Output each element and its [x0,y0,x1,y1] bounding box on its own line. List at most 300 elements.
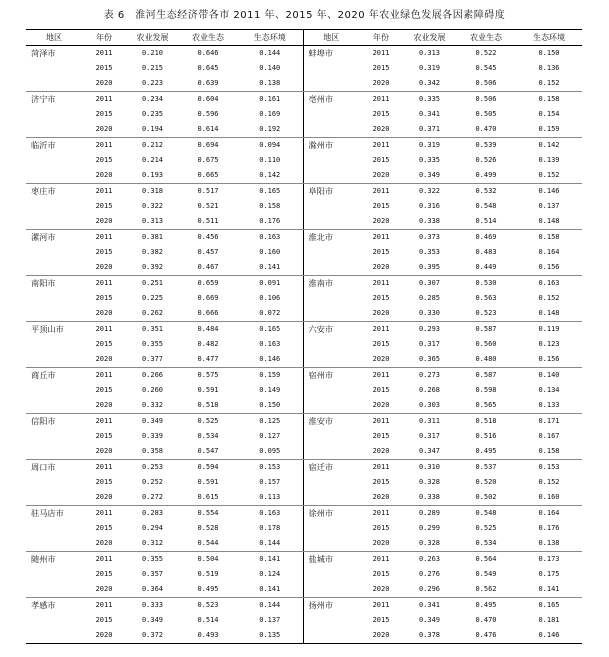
agri-ecology-value-left: 0.521 [197,202,219,210]
city-name-right [303,383,359,398]
agri-development-value-left: 0.349 [141,616,164,624]
agri-ecology-value-right: 0.476 [456,628,516,644]
agri-development-value-right: 0.293 [418,325,441,333]
agri-ecology-value-right: 0.495 [456,444,516,460]
agri-development-value-left: 0.351 [141,325,164,333]
eco-environment-value-right: 0.156 [516,260,582,276]
city-name-left: 商丘市 [31,370,56,380]
agri-ecology-value-left: 0.523 [197,601,219,609]
eco-environment-value-left: 0.144 [259,49,281,57]
year-cell-right: 2015 [372,294,390,302]
agri-development-value-left: 0.215 [141,64,164,72]
agri-development-value-left: 0.272 [126,490,179,506]
agri-development-value-left: 0.225 [141,294,164,302]
agri-ecology-value-right: 0.545 [475,64,497,72]
agri-ecology-value-right: 0.526 [475,156,497,164]
year-cell-right: 2015 [372,386,390,394]
year-cell-right: 2020 [359,122,403,138]
agri-ecology-value-left: 0.534 [197,432,219,440]
table-row [26,306,582,322]
year-cell-right: 2011 [372,417,390,425]
city-name-right: 盐城市 [303,552,359,568]
city-name-left: 临沂市 [31,140,56,150]
table-row [26,184,582,200]
agri-ecology-value-right: 0.587 [475,371,497,379]
agri-development-value-left: 0.382 [141,248,164,256]
agri-development-value-left: 0.372 [126,628,179,644]
city-name-right [303,475,359,490]
year-cell-left: 2015 [95,478,113,486]
city-name-left [26,490,82,506]
agri-ecology-value-right: 0.506 [456,76,516,92]
agri-ecology-value-right: 0.470 [456,122,516,138]
year-cell-left: 2015 [95,432,113,440]
eco-environment-value-left: 0.165 [259,325,281,333]
year-cell-right: 2015 [372,478,390,486]
agri-ecology-value-left: 0.519 [197,570,219,578]
year-cell-left: 2015 [95,294,113,302]
city-name-right [303,521,359,536]
agri-ecology-value-left: 0.511 [179,214,237,230]
year-cell-left: 2015 [95,616,113,624]
table-header-row [26,30,582,46]
agri-ecology-value-left: 0.528 [197,524,219,532]
eco-environment-value-right: 0.141 [516,582,582,598]
agri-development-value-right: 0.328 [418,478,441,486]
year-cell-left: 2011 [95,49,113,57]
eco-environment-value-right: 0.164 [538,509,560,517]
agri-ecology-value-left: 0.518 [179,398,237,414]
agri-development-value-right: 0.341 [418,601,441,609]
table-row [26,475,582,490]
year-cell-right: 2015 [372,570,390,578]
year-cell-left: 2015 [95,570,113,578]
agri-ecology-value-right: 0.537 [475,463,497,471]
agri-ecology-value-left: 0.457 [197,248,219,256]
city-name-right [303,582,359,598]
agri-development-value-right: 0.365 [403,352,456,368]
agri-development-value-right: 0.342 [403,76,456,92]
agri-development-value-left: 0.357 [141,570,164,578]
agri-ecology-value-right: 0.469 [475,233,497,241]
agri-ecology-value-right: 0.563 [475,294,497,302]
agri-development-value-right: 0.311 [418,417,441,425]
eco-environment-value-right: 0.171 [538,417,560,425]
eco-environment-value-left: 0.178 [259,524,281,532]
eco-environment-value-right: 0.153 [538,463,560,471]
agri-development-value-right: 0.316 [418,202,441,210]
agri-development-value-left: 0.318 [141,187,164,195]
agri-development-value-right: 0.317 [418,340,441,348]
city-name-right [303,429,359,444]
header-eco-environment-right: 生态环境 [516,30,582,46]
city-name-right: 阜阳市 [303,184,359,200]
city-name-right [303,122,359,138]
agri-development-value-right: 0.371 [403,122,456,138]
year-cell-right: 2015 [372,202,390,210]
year-cell-right: 2015 [372,340,390,348]
agri-ecology-value-left: 0.493 [179,628,237,644]
eco-environment-value-right: 0.119 [538,325,560,333]
city-name-left [26,153,82,168]
year-cell-left: 2015 [95,340,113,348]
agri-ecology-value-right: 0.562 [456,582,516,598]
agri-ecology-value-right: 0.483 [475,248,497,256]
agri-ecology-value-right: 0.530 [475,279,497,287]
table-row [26,536,582,552]
eco-environment-value-right: 0.140 [538,371,560,379]
eco-environment-value-right: 0.159 [516,122,582,138]
table-row [26,260,582,276]
agri-development-value-right: 0.347 [403,444,456,460]
year-cell-right: 2020 [359,306,403,322]
agri-ecology-value-left: 0.477 [179,352,237,368]
eco-environment-value-right: 0.181 [538,616,560,624]
agri-development-value-left: 0.313 [126,214,179,230]
eco-environment-value-right: 0.138 [516,536,582,552]
agri-ecology-value-right: 0.506 [475,95,497,103]
table-row [26,76,582,92]
year-cell-right: 2011 [372,233,390,241]
city-name-right [303,245,359,260]
city-name-left [26,168,82,184]
table-row [26,138,582,154]
agri-ecology-value-right: 0.505 [475,110,497,118]
agri-development-value-left: 0.266 [141,371,164,379]
table-row [26,245,582,260]
year-cell-left: 2011 [95,95,113,103]
agri-ecology-value-left: 0.504 [197,555,219,563]
eco-environment-value-left: 0.169 [259,110,281,118]
year-cell-right: 2020 [359,582,403,598]
city-name-right: 宿州市 [303,368,359,384]
agri-development-value-right: 0.373 [418,233,441,241]
city-name-left [26,444,82,460]
eco-environment-value-left: 0.135 [237,628,303,644]
eco-environment-value-left: 0.158 [259,202,281,210]
table-row [26,276,582,292]
eco-environment-value-left: 0.165 [259,187,281,195]
agri-ecology-value-right: 0.587 [475,325,497,333]
city-name-right [303,490,359,506]
agri-ecology-value-left: 0.614 [179,122,237,138]
table-row [26,368,582,384]
agri-development-value-right: 0.317 [418,432,441,440]
barrier-degree-table [26,29,582,644]
eco-environment-value-left: 0.091 [259,279,281,287]
city-name-left [26,107,82,122]
year-cell-left: 2020 [82,214,126,230]
table-row [26,383,582,398]
year-cell-left: 2020 [82,306,126,322]
city-name-right [303,291,359,306]
agri-ecology-value-right: 0.518 [475,417,497,425]
eco-environment-value-left: 0.106 [259,294,281,302]
agri-development-value-right: 0.296 [403,582,456,598]
city-name-right [303,199,359,214]
agri-development-value-right: 0.310 [418,463,441,471]
city-name-right [303,536,359,552]
agri-ecology-value-right: 0.495 [475,601,497,609]
city-name-right: 淮安市 [303,414,359,430]
eco-environment-value-right: 0.152 [516,168,582,184]
table-row [26,92,582,108]
eco-environment-value-left: 0.127 [259,432,281,440]
year-cell-right: 2020 [359,352,403,368]
year-cell-right: 2020 [359,490,403,506]
agri-ecology-value-right: 0.502 [456,490,516,506]
agri-ecology-value-left: 0.666 [179,306,237,322]
eco-environment-value-right: 0.176 [538,524,560,532]
eco-environment-value-right: 0.164 [538,248,560,256]
year-cell-right: 2011 [372,463,390,471]
city-name-left: 周口市 [31,462,56,472]
year-cell-left: 2011 [95,141,113,149]
city-name-left [26,306,82,322]
agri-development-value-right: 0.341 [418,110,441,118]
year-cell-left: 2015 [95,202,113,210]
table-row [26,337,582,352]
agri-development-value-right: 0.353 [418,248,441,256]
agri-ecology-value-right: 0.565 [456,398,516,414]
eco-environment-value-left: 0.159 [259,371,281,379]
eco-environment-value-right: 0.148 [516,214,582,230]
table-row [26,490,582,506]
city-name-left [26,383,82,398]
agri-ecology-value-right: 0.549 [475,570,497,578]
agri-development-value-left: 0.392 [126,260,179,276]
table-row [26,582,582,598]
year-cell-right: 2020 [359,76,403,92]
year-cell-left: 2015 [95,156,113,164]
agri-development-value-right: 0.319 [418,64,441,72]
agri-development-value-right: 0.328 [403,536,456,552]
city-name-left [26,76,82,92]
agri-development-value-right: 0.338 [403,214,456,230]
agri-ecology-value-left: 0.484 [197,325,219,333]
city-name-left [26,398,82,414]
city-name-left [26,613,82,628]
agri-ecology-value-right: 0.520 [475,478,497,486]
agri-development-value-right: 0.349 [403,168,456,184]
agri-ecology-value-right: 0.470 [475,616,497,624]
year-cell-left: 2011 [95,601,113,609]
eco-environment-value-left: 0.124 [259,570,281,578]
eco-environment-value-left: 0.141 [259,555,281,563]
year-cell-left: 2020 [82,490,126,506]
agri-development-value-left: 0.355 [141,555,164,563]
table-row [26,153,582,168]
city-name-right: 徐州市 [303,506,359,522]
year-cell-left: 2020 [82,398,126,414]
agri-development-value-left: 0.260 [141,386,164,394]
year-cell-left: 2020 [82,168,126,184]
eco-environment-value-left: 0.095 [237,444,303,460]
year-cell-right: 2020 [359,214,403,230]
header-year-right: 年份 [359,30,403,46]
table-row [26,107,582,122]
agri-ecology-value-right: 0.499 [456,168,516,184]
city-name-right [303,61,359,76]
eco-environment-value-left: 0.142 [237,168,303,184]
year-cell-right: 2015 [372,64,390,72]
table-body [26,46,582,644]
table-row [26,552,582,568]
agri-development-value-left: 0.210 [141,49,164,57]
header-eco-environment: 生态环境 [237,30,303,46]
city-name-left [26,536,82,552]
year-cell-right: 2020 [359,168,403,184]
eco-environment-value-right: 0.148 [516,306,582,322]
agri-ecology-value-left: 0.596 [197,110,219,118]
city-name-left: 枣庄市 [31,186,56,196]
year-cell-right: 2015 [372,156,390,164]
agri-development-value-right: 0.289 [418,509,441,517]
agri-development-value-left: 0.262 [126,306,179,322]
eco-environment-value-right: 0.154 [538,110,560,118]
agri-development-value-left: 0.212 [141,141,164,149]
agri-development-value-right: 0.268 [418,386,441,394]
year-cell-right: 2020 [359,536,403,552]
agri-ecology-value-right: 0.480 [456,352,516,368]
eco-environment-value-right: 0.134 [538,386,560,394]
year-cell-left: 2020 [82,122,126,138]
agri-ecology-value-left: 0.615 [179,490,237,506]
city-name-right [303,107,359,122]
year-cell-left: 2020 [82,76,126,92]
agri-development-value-left: 0.364 [126,582,179,598]
year-cell-right: 2011 [372,509,390,517]
table-row [26,168,582,184]
agri-ecology-value-left: 0.591 [197,386,219,394]
city-name-left: 随州市 [31,554,56,564]
year-cell-right: 2011 [372,187,390,195]
agri-development-value-left: 0.193 [126,168,179,184]
eco-environment-value-right: 0.158 [516,444,582,460]
city-name-left: 平顶山市 [31,324,64,334]
agri-development-value-left: 0.377 [126,352,179,368]
year-cell-left: 2011 [95,509,113,517]
agri-ecology-value-left: 0.547 [179,444,237,460]
eco-environment-value-right: 0.139 [538,156,560,164]
city-name-left [26,245,82,260]
table-row [26,567,582,582]
eco-environment-value-left: 0.137 [259,616,281,624]
city-name-left [26,567,82,582]
city-name-left: 济宁市 [31,94,56,104]
agri-ecology-value-left: 0.694 [197,141,219,149]
city-name-left [26,61,82,76]
year-cell-left: 2015 [95,386,113,394]
city-name-right [303,214,359,230]
city-name-right: 亳州市 [303,92,359,108]
city-name-left: 漯河市 [31,232,56,242]
city-name-right [303,260,359,276]
eco-environment-value-left: 0.113 [237,490,303,506]
year-cell-right: 2011 [372,555,390,563]
agri-ecology-value-left: 0.645 [197,64,219,72]
header-region: 地区 [26,30,82,46]
agri-development-value-left: 0.294 [141,524,164,532]
agri-ecology-value-right: 0.560 [475,340,497,348]
agri-development-value-left: 0.333 [141,601,164,609]
year-cell-right: 2011 [372,141,390,149]
eco-environment-value-left: 0.163 [259,233,281,241]
city-name-left [26,122,82,138]
agri-ecology-value-right: 0.564 [475,555,497,563]
agri-ecology-value-left: 0.575 [197,371,219,379]
agri-ecology-value-right: 0.534 [456,536,516,552]
agri-development-value-left: 0.235 [141,110,164,118]
eco-environment-value-right: 0.150 [538,49,560,57]
agri-development-value-left: 0.283 [141,509,164,517]
eco-environment-value-left: 0.110 [259,156,281,164]
table-row [26,352,582,368]
city-name-left: 信阳市 [31,416,56,426]
eco-environment-value-right: 0.152 [538,294,560,302]
eco-environment-value-right: 0.146 [516,628,582,644]
city-name-left [26,582,82,598]
year-cell-left: 2020 [82,536,126,552]
table-row [26,291,582,306]
eco-environment-value-left: 0.163 [259,509,281,517]
city-name-left: 驻马店市 [31,508,64,518]
city-name-left [26,352,82,368]
eco-environment-value-right: 0.142 [538,141,560,149]
agri-ecology-value-right: 0.523 [456,306,516,322]
city-name-right: 淮南市 [303,276,359,292]
eco-environment-value-right: 0.136 [538,64,560,72]
table-row [26,506,582,522]
city-name-right: 滁州市 [303,138,359,154]
agri-ecology-value-right: 0.548 [475,509,497,517]
year-cell-left: 2015 [95,524,113,532]
agri-ecology-value-right: 0.514 [456,214,516,230]
year-cell-left: 2011 [95,555,113,563]
year-cell-left: 2020 [82,444,126,460]
year-cell-right: 2015 [372,110,390,118]
eco-environment-value-right: 0.160 [516,490,582,506]
table-row [26,613,582,628]
agri-development-value-left: 0.234 [141,95,164,103]
city-name-right [303,444,359,460]
city-name-left [26,429,82,444]
table-row [26,521,582,536]
eco-environment-value-right: 0.152 [538,478,560,486]
eco-environment-value-left: 0.157 [259,478,281,486]
year-cell-left: 2011 [95,233,113,241]
eco-environment-value-left: 0.192 [237,122,303,138]
table-row [26,199,582,214]
city-name-right: 淮北市 [303,230,359,246]
year-cell-right: 2011 [372,95,390,103]
agri-ecology-value-left: 0.544 [179,536,237,552]
agri-development-value-left: 0.253 [141,463,164,471]
agri-ecology-value-left: 0.659 [197,279,219,287]
city-name-left: 南阳市 [31,278,56,288]
city-name-right [303,153,359,168]
agri-ecology-value-left: 0.456 [197,233,219,241]
agri-ecology-value-right: 0.525 [475,524,497,532]
header-agri-development: 农业发展 [126,30,179,46]
table-row [26,460,582,476]
agri-development-value-left: 0.214 [141,156,164,164]
agri-ecology-value-left: 0.594 [197,463,219,471]
table-row [26,444,582,460]
agri-ecology-value-left: 0.591 [197,478,219,486]
agri-development-value-left: 0.322 [141,202,164,210]
agri-development-value-right: 0.276 [418,570,441,578]
